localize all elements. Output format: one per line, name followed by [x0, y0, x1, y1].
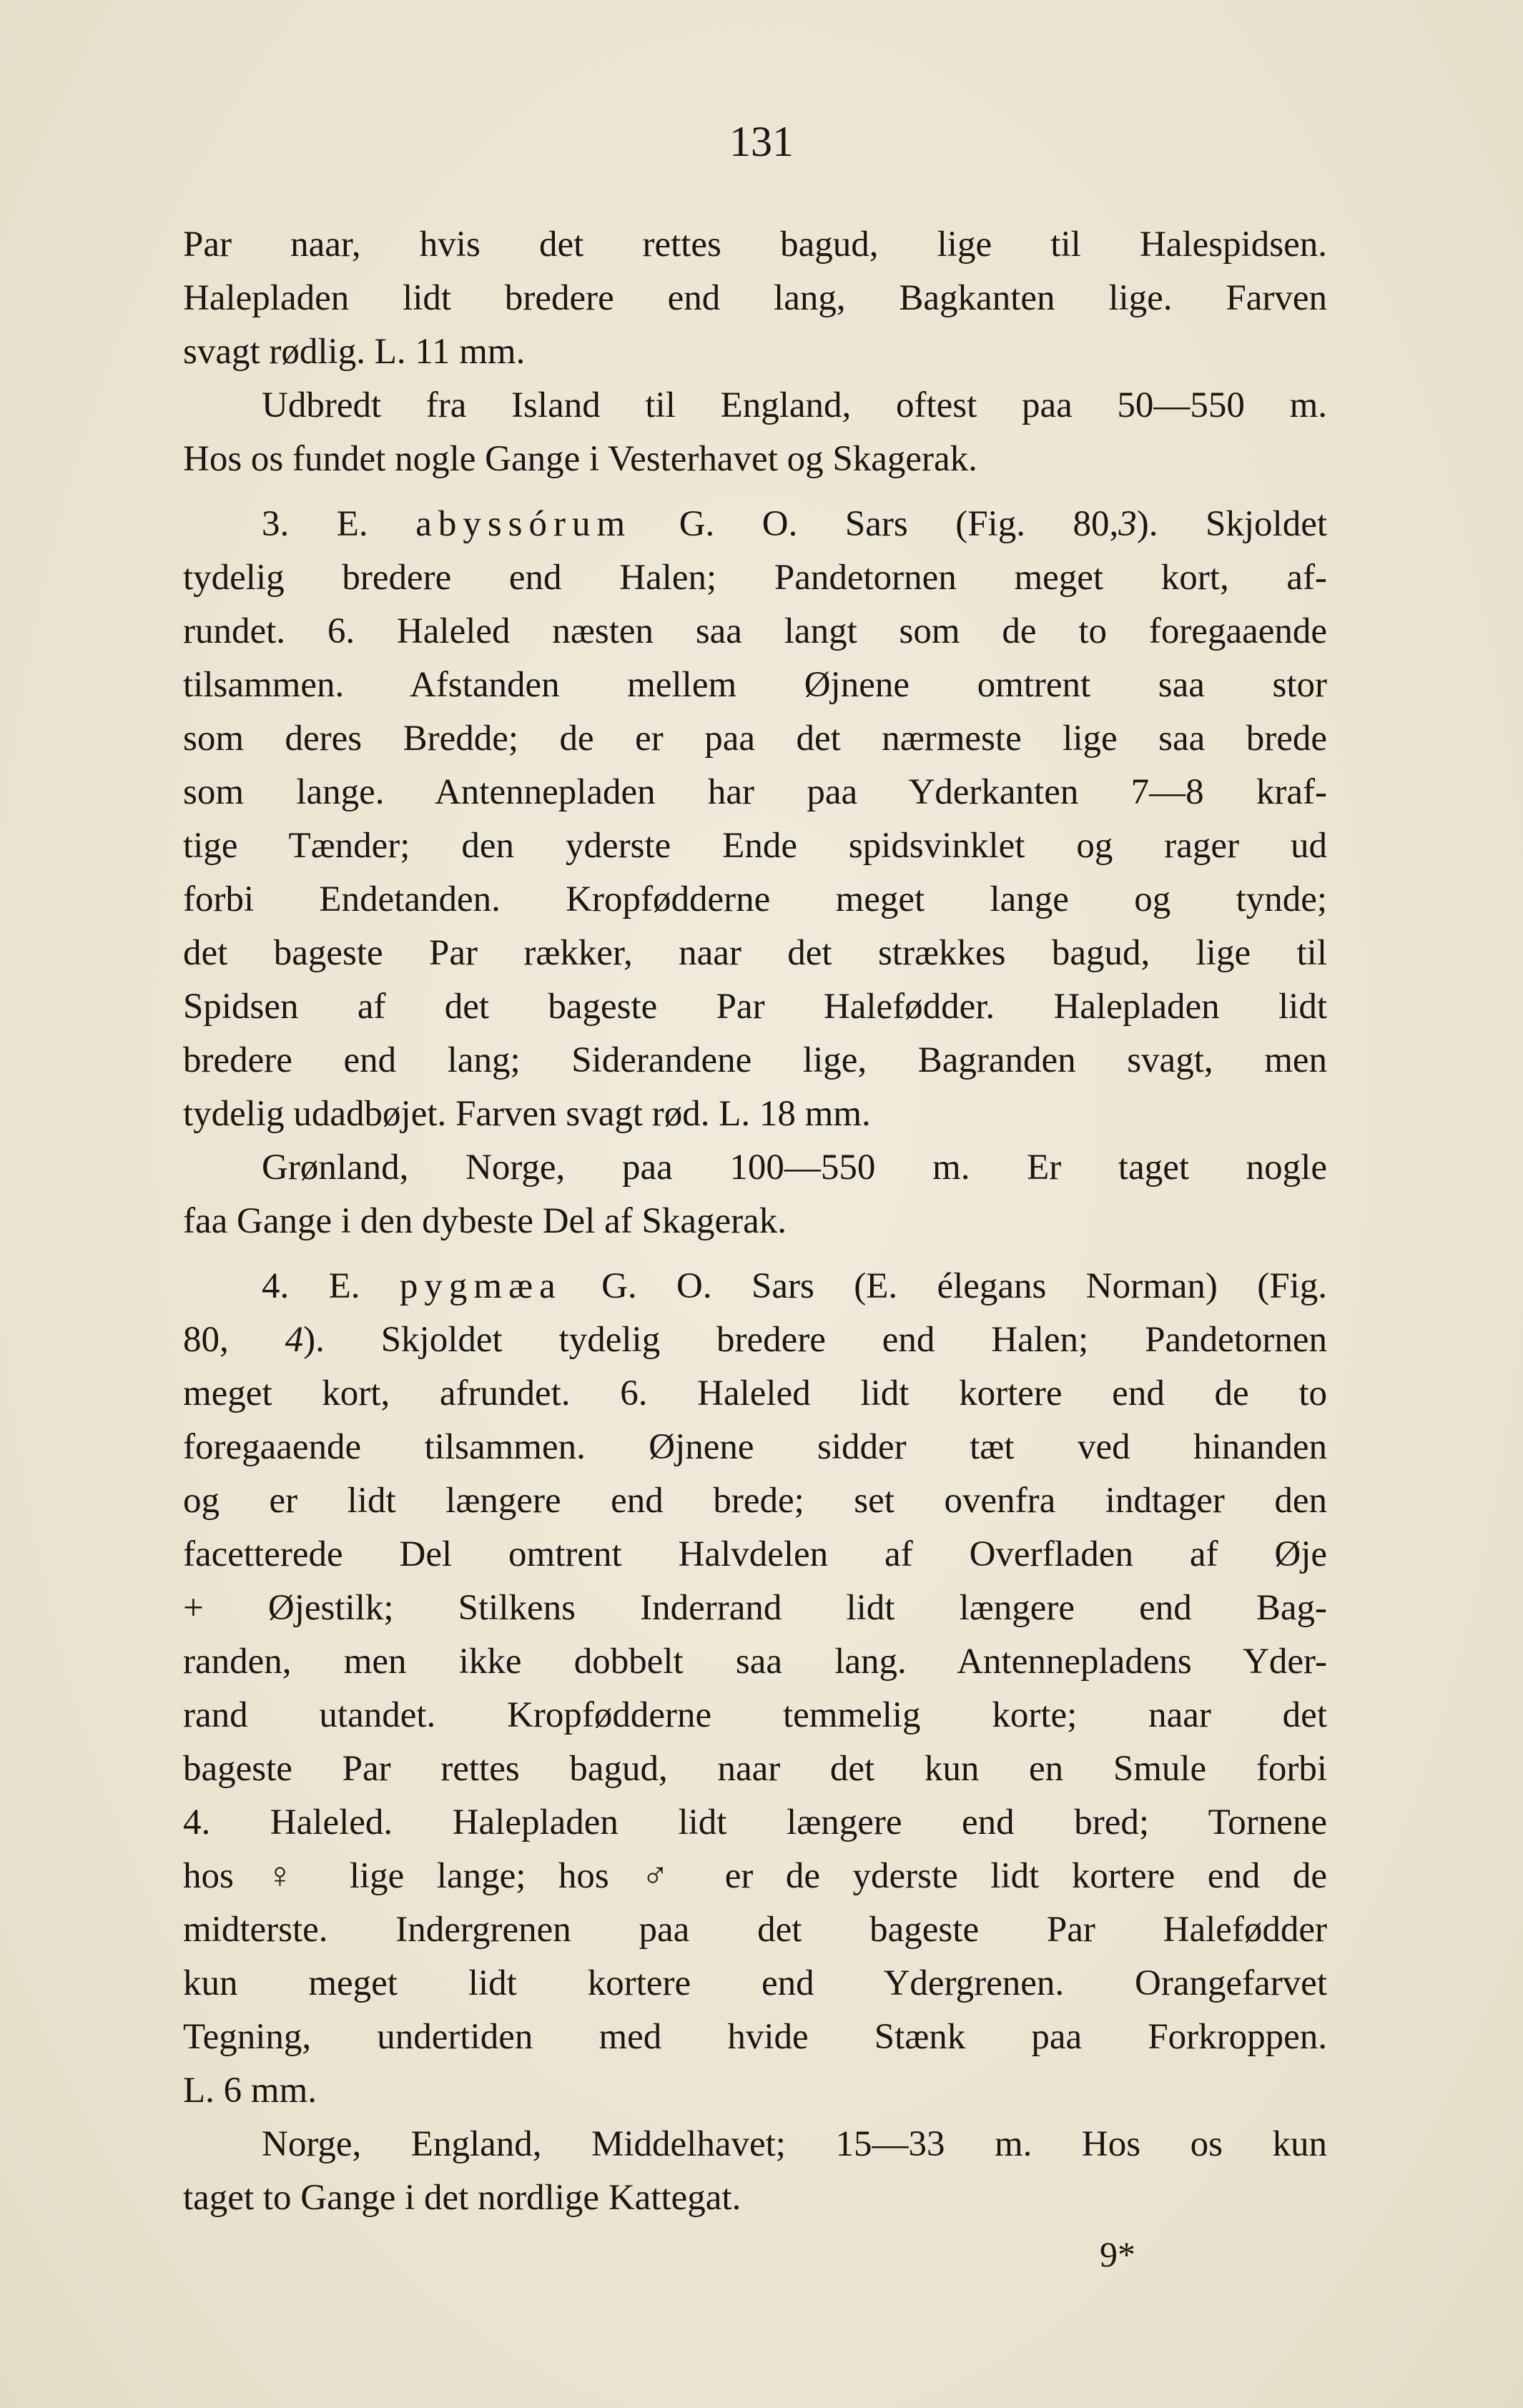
signature-mark: 9*: [1100, 2234, 1135, 2274]
text-line: tige Tænder; den yderste Ende spidsvinklet og rager ud: [183, 826, 1327, 866]
text-line: midterste. Indergrenen paa det bageste Par Halefødder: [183, 1910, 1327, 1950]
body-text: [183, 218, 1327, 2225]
species-heading-line: [183, 498, 1327, 551]
text-line: Norge, England, Middelhavet; 15—33 m. Hos os kun: [262, 2124, 1327, 2164]
text-line: faa Gange i den dybeste Del af Skagerak.: [183, 1201, 787, 1241]
species-number: 4. E.: [262, 1266, 360, 1306]
text-line: forbi Endetanden. Kropfødderne meget lange og tynde;: [183, 879, 1327, 919]
text-line: tilsammen. Afstanden mellem Øjnene omtrent saa stor: [183, 665, 1327, 705]
species-number: 3. E.: [262, 504, 368, 544]
text-line: randen, men ikke dobbelt saa lang. Antennepladens Yder-: [183, 1642, 1327, 1682]
text-line: tydelig udadbøjet. Farven svagt rød. L. 18 mm.: [183, 1094, 871, 1134]
species-name: pygmæa: [399, 1266, 562, 1306]
text-line: taget to Gange i det nordlige Kattegat.: [183, 2178, 741, 2218]
species-heading-tail: ). Skjoldet: [1136, 504, 1328, 544]
text-line: som deres Bredde; de er paa det nærmeste lige saa brede: [183, 719, 1327, 759]
text-line: Udbredt fra Island til England, oftest paa 50—550 m.: [262, 385, 1327, 425]
text-line: 80, 4). Skjoldet tydelig bredere end Halen; Pandetornen: [183, 1320, 1328, 1360]
text-line: facetterede Del omtrent Halvdelen af Overfladen af Øje: [183, 1534, 1327, 1574]
text-line: Spidsen af det bageste Par Halefødder. Halepladen lidt: [183, 987, 1327, 1027]
text-line: som lange. Antennepladen har paa Yderkanten 7—8 kraf-: [183, 772, 1327, 812]
text-line: + Øjestilk; Stilkens Inderrand lidt længere end Bag-: [183, 1588, 1327, 1628]
text-line: kun meget lidt kortere end Ydergrenen. Orangefarvet: [183, 1963, 1327, 2003]
text-line: meget kort, afrundet. 6. Haleled lidt kortere end de to: [183, 1373, 1327, 1413]
species-heading-line: [183, 1260, 1327, 1313]
text-line: Halepladen lidt bredere end lang, Bagkanten lige. Farven: [183, 278, 1327, 318]
text-line: rand utandet. Kropfødderne temmelig korte; naar det: [183, 1695, 1327, 1735]
text-line: Grønland, Norge, paa 100—550 m. Er taget nogle: [262, 1148, 1327, 1188]
figure-ref: 4: [285, 1320, 304, 1360]
text-line: Tegning, undertiden med hvide Stænk paa Forkroppen.: [183, 2017, 1327, 2057]
species-authority: G. O. Sars (E. élegans Norman) (Fig.: [601, 1266, 1328, 1306]
text-line: Hos os fundet nogle Gange i Vesterhavet og Skagerak.: [183, 439, 977, 479]
species-authority: G. O. Sars (Fig. 80,: [679, 504, 1119, 544]
text-line: og er lidt længere end brede; set ovenfra indtager den: [183, 1481, 1327, 1521]
figure-ref: 3: [1118, 504, 1137, 544]
text-line: det bageste Par rækker, naar det strækkes bagud, lige til: [183, 933, 1327, 973]
text-line: tydelig bredere end Halen; Pandetornen meget kort, af-: [183, 558, 1327, 598]
text-line: rundet. 6. Haleled næsten saa langt som de to foregaaende: [183, 611, 1327, 651]
species-name: abyssórum: [415, 504, 632, 544]
text-line: svagt rødlig. L. 11 mm.: [183, 332, 526, 372]
text-line: 4. Haleled. Halepladen lidt længere end bred; Tornene: [183, 1802, 1327, 1842]
page-number: 131: [729, 118, 794, 165]
text-line: Par naar, hvis det rettes bagud, lige til Halespidsen.: [183, 224, 1327, 265]
text-line: bredere end lang; Siderandene lige, Bagranden svagt, men: [183, 1040, 1327, 1080]
text-line: foregaaende tilsammen. Øjnene sidder tæt ved hinanden: [183, 1427, 1327, 1467]
text-line: hos ♀ lige lange; hos ♂ er de yderste lidt kortere end de: [183, 1856, 1327, 1896]
text-line: L. 6 mm.: [183, 2071, 317, 2111]
text-line: bageste Par rettes bagud, naar det kun en Smule forbi: [183, 1749, 1327, 1789]
